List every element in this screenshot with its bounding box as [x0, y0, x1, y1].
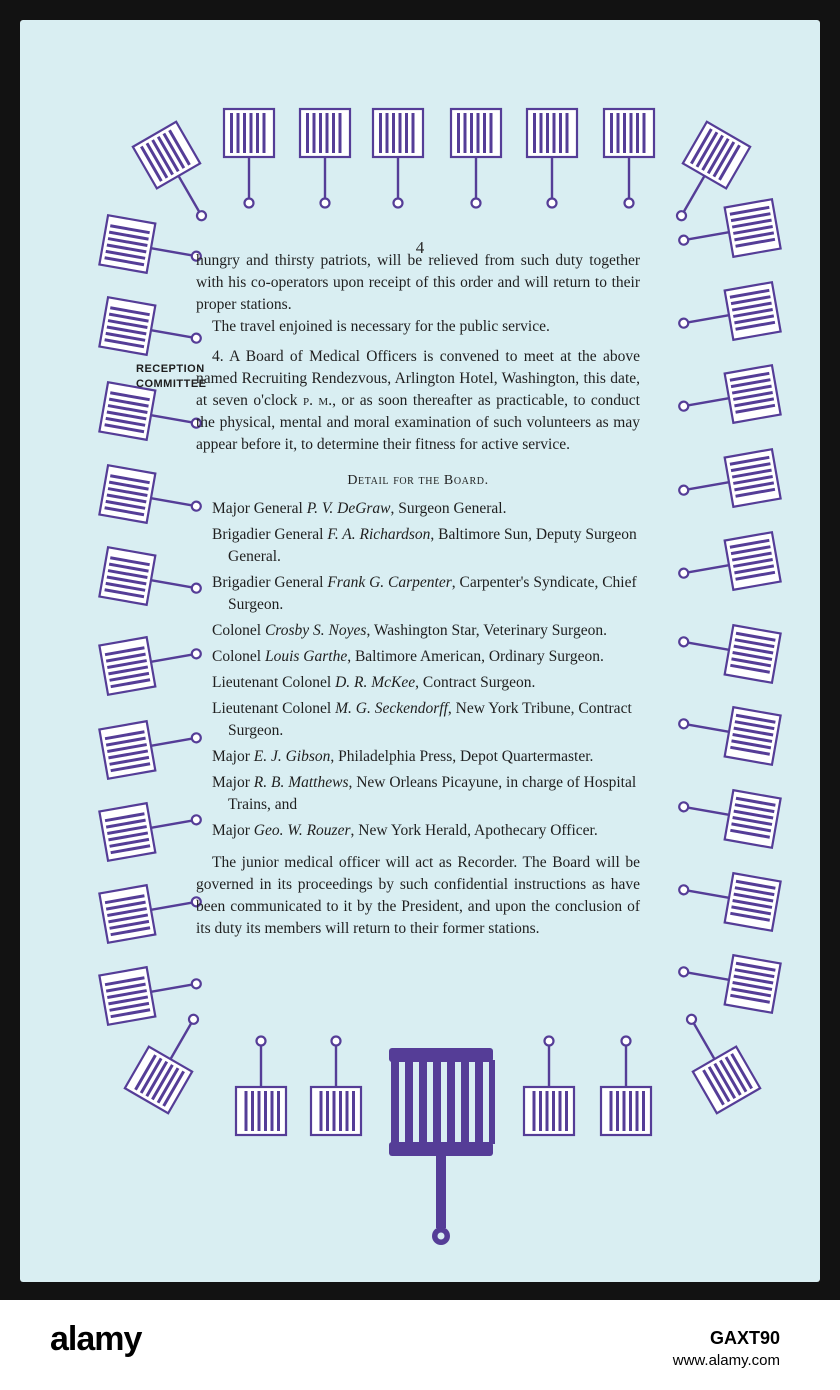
gridiron-icon: [675, 946, 781, 1012]
gridiron-icon: [527, 109, 577, 208]
member-role: , Surgeon General.: [390, 500, 507, 517]
member-name: Geo. W. Rouzer: [253, 822, 351, 839]
gridiron-icon: [224, 109, 274, 208]
board-member: [196, 672, 640, 694]
gridiron-icon: [300, 109, 350, 208]
member-name: E. J. Gibson: [253, 748, 331, 765]
stock-url: www.alamy.com: [672, 1352, 780, 1369]
board-member: [196, 772, 640, 816]
board-member: [196, 572, 640, 616]
image-id: GAXT90: [709, 1328, 780, 1348]
member-role: , Carpenter's Syndicate, Chief Surgeon.: [228, 574, 637, 613]
rank: Major General: [212, 500, 307, 517]
board-member: [196, 646, 640, 668]
gridiron-icon: [99, 382, 205, 448]
gridiron-icon: [99, 876, 205, 942]
member-name: F. A. Richardson: [327, 526, 431, 543]
order-time: p. m.: [302, 392, 333, 409]
member-name: Crosby S. Noyes: [264, 622, 367, 639]
alamy-logo: alamy: [50, 1320, 142, 1358]
gridiron-icon: [99, 794, 205, 860]
member-role: , Philadelphia Press, Depot Quartermaster.: [330, 748, 594, 765]
gridiron-icon: [99, 465, 205, 531]
member-role: , New York Herald, Apothecary Officer.: [350, 822, 598, 839]
gridiron-icon: [524, 1037, 574, 1136]
member-name: P. V. DeGraw: [306, 500, 391, 517]
closing-paragraph: The junior medical officer will act as Recorder. The Board will be governed in its proceedings by such confidential instructions as have been communicated to it by the President, and upon the conclusion of its duty its members will return to their former stations.: [196, 854, 640, 937]
gridiron-icon: [675, 781, 781, 847]
rank: Brigadier General: [212, 526, 328, 543]
rank: Colonel: [212, 648, 265, 665]
member-name: Louis Garthe: [264, 648, 348, 665]
gridiron-icon: [133, 122, 226, 232]
rank: Brigadier General: [212, 574, 328, 591]
board-member: [196, 820, 640, 842]
gridiron-icon: [675, 616, 781, 682]
detail-heading: Detail for the Board.: [347, 473, 489, 488]
member-role: , Baltimore Sun, Deputy Surgeon General.: [228, 526, 637, 565]
gridiron-icon: [99, 547, 205, 613]
board-member: [196, 524, 640, 568]
text-body: [196, 250, 640, 940]
member-role: , New Orleans Picayune, in charge of Hospital Trains, and: [228, 774, 637, 813]
gridiron-icon: [373, 109, 423, 208]
member-name: Frank G. Carpenter: [327, 574, 452, 591]
gridiron-icon: [668, 1003, 761, 1113]
gridiron-icon: [99, 297, 205, 363]
order-text: 4. A Board of Medical Officers is convened to meet at the above named Recruiting Rendezvous, Arlington Hotel, Washington, this date, at seven o'clock: [196, 348, 640, 409]
board-member: [196, 698, 640, 742]
gridiron-icon: [99, 958, 205, 1024]
board-member: [196, 498, 640, 520]
board-member: [196, 746, 640, 768]
member-role: , Washington Star, Veterinary Surgeon.: [366, 622, 607, 639]
paragraph: The travel enjoined is necessary for the public service.: [212, 318, 550, 335]
paragraph: hungry and thirsty patriots, will be relieved from such duty together with his co-operators upon receipt of this order and will return to their proper stations.: [196, 252, 640, 313]
side-note-line: COMMITTEE: [136, 378, 207, 390]
gridiron-icon: [675, 449, 781, 515]
board-order-paragraph: [196, 346, 640, 456]
gridiron-icon: [675, 365, 781, 431]
large-gridiron-icon: [389, 1048, 495, 1245]
order-text: , or as soon thereafter as practicable, to conduct the physical, mental and moral examination of such volunteers as may appear before it, to determine their fitness for active service.: [196, 392, 640, 453]
member-role: , Contract Surgeon.: [415, 674, 536, 691]
gridiron-icon: [311, 1037, 361, 1136]
rank: Lieutenant Colonel: [212, 700, 336, 717]
rank: Major: [212, 822, 254, 839]
member-name: R. B. Matthews: [253, 774, 349, 791]
gridiron-icon: [601, 1037, 651, 1136]
member-role: , New York Tribune, Contract Surgeon.: [228, 700, 632, 739]
gridiron-icon: [236, 1037, 286, 1136]
member-name: D. R. McKee: [335, 674, 416, 691]
gridiron-icon: [675, 864, 781, 930]
board-member: [196, 620, 640, 642]
rank: Major: [212, 774, 254, 791]
gridiron-icon: [99, 628, 205, 694]
rank: Colonel: [212, 622, 265, 639]
gridiron-icon: [675, 282, 781, 348]
page-number: 4: [415, 238, 425, 257]
gridiron-icon: [675, 698, 781, 764]
gridiron-icon: [99, 712, 205, 778]
member-role: , Baltimore American, Ordinary Surgeon.: [347, 648, 604, 665]
rank: Major: [212, 748, 254, 765]
gridiron-icon: [604, 109, 654, 208]
gridiron-icon: [451, 109, 501, 208]
gridiron-icon: [675, 532, 781, 598]
rank: Lieutenant Colonel: [212, 674, 336, 691]
side-note-line: RECEPTION: [136, 363, 205, 375]
member-name: M. G. Seckendorff: [335, 700, 448, 717]
